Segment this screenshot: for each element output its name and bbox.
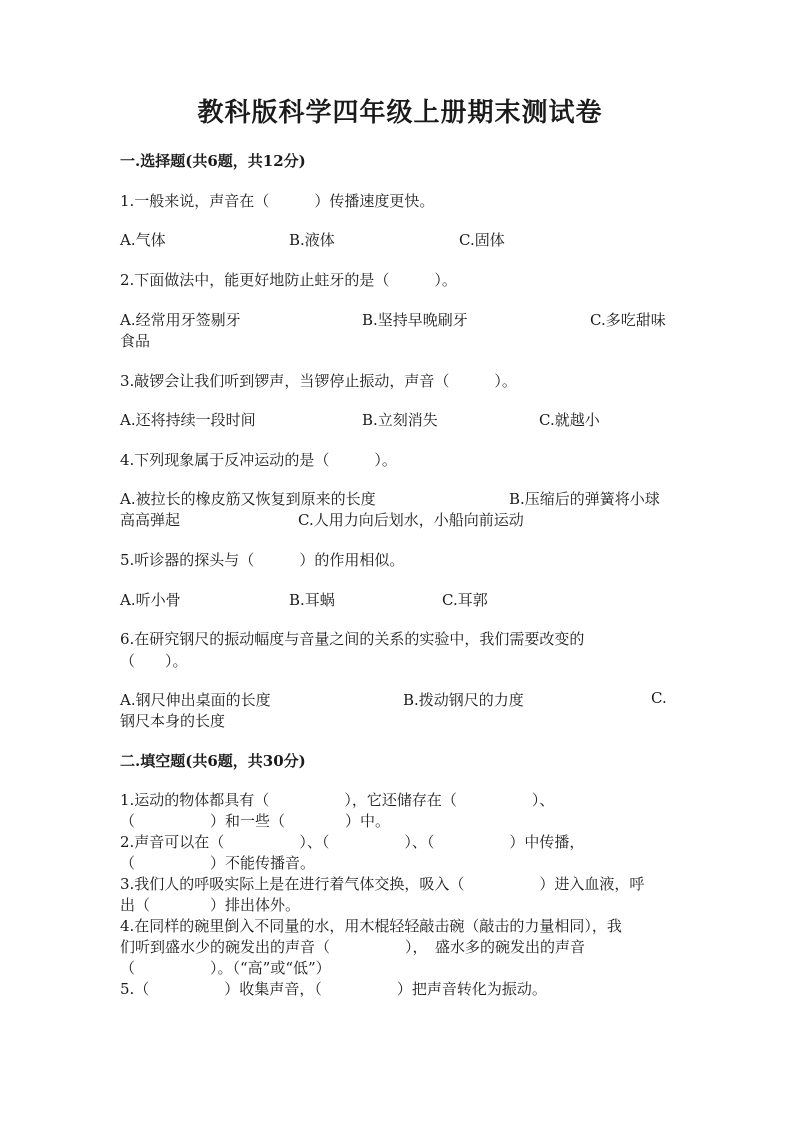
question-stem: 4.下列现象属于反冲运动的是（ ）。: [120, 451, 397, 469]
option-a: A.听小骨: [120, 591, 181, 609]
fill-line: 2.声音可以在（ ）、（ ）、（ ）中传播，: [120, 833, 585, 851]
option-a: A.气体: [120, 231, 166, 249]
question-stem: 6.在研究钢尺的振动幅度与音量之间的关系的实验中，我们需要改变的: [120, 630, 585, 648]
question-stem-wrap: （ ）。: [120, 652, 188, 670]
option-c: C.就越小: [539, 411, 600, 429]
option-b: B.液体: [289, 231, 335, 249]
option-c-wrap: 钢尺本身的长度: [120, 712, 226, 730]
fill-line: 3.我们人的呼吸实际上是在进行着气体交换，吸入（ ）进入血液，呼: [120, 875, 645, 893]
question-stem: 3.敲锣会让我们听到锣声，当锣停止振动，声音（ ）。: [120, 372, 517, 390]
question-stem: 2.下面做法中，能更好地防止蛀牙的是（ ）。: [120, 271, 457, 289]
option-a: A.经常用牙签剔牙: [120, 311, 241, 329]
option-c: C.: [651, 689, 667, 707]
option-c: C.固体: [459, 231, 505, 249]
fill-line: （ ）和一些（ ）中。: [120, 812, 391, 830]
option-b: B.压缩后的弹簧将小球: [509, 490, 660, 508]
option-c: C.耳郭: [442, 591, 488, 609]
question-stem: 1.一般来说，声音在（ ）传播速度更快。: [120, 192, 435, 210]
fill-line: 们听到盛水少的碗发出的声音（ ）， 盛水多的碗发出的声音: [120, 938, 586, 956]
option-c-wrap: 食品: [120, 332, 151, 350]
option-c: C.人用力向后划水，小船向前运动: [298, 511, 524, 529]
option-c: C.多吃甜味: [590, 311, 666, 329]
option-b: B.拨动钢尺的力度: [403, 691, 524, 709]
fill-line: 1.运动的物体都具有（ ），它还储存在（ ）、: [120, 791, 555, 809]
fill-line: （ ）。（“高”或“低”）: [120, 959, 331, 977]
option-a: A.钢尺伸出桌面的长度: [120, 691, 271, 709]
option-b-wrap: 高高弹起: [120, 511, 181, 529]
fill-line: 4.在同样的碗里倒入不同量的水，用木棍轻轻敲击碗（敲击的力量相同），我: [120, 917, 622, 935]
option-b: B.立刻消失: [362, 411, 438, 429]
fill-line: （ ）不能传播音。: [120, 854, 316, 872]
question-stem: 5.听诊器的探头与（ ）的作用相似。: [120, 551, 405, 569]
fill-line: 出（ ）排出体外。: [120, 896, 301, 914]
option-b: B.耳蜗: [289, 591, 335, 609]
section-heading-choice: 一.选择题(共6题，共12分): [120, 152, 306, 170]
section-heading-fill: 二.填空题(共6题，共30分): [120, 752, 306, 770]
page-title: 教科版科学四年级上册期末测试卷: [197, 98, 603, 128]
option-a: A.被拉长的橡皮筋又恢复到原来的长度: [120, 490, 376, 508]
fill-line: 5.（ ）收集声音，（ ）把声音转化为振动。: [120, 980, 547, 998]
option-b: B.坚持早晚刷牙: [362, 311, 468, 329]
option-a: A.还将持续一段时间: [120, 411, 256, 429]
